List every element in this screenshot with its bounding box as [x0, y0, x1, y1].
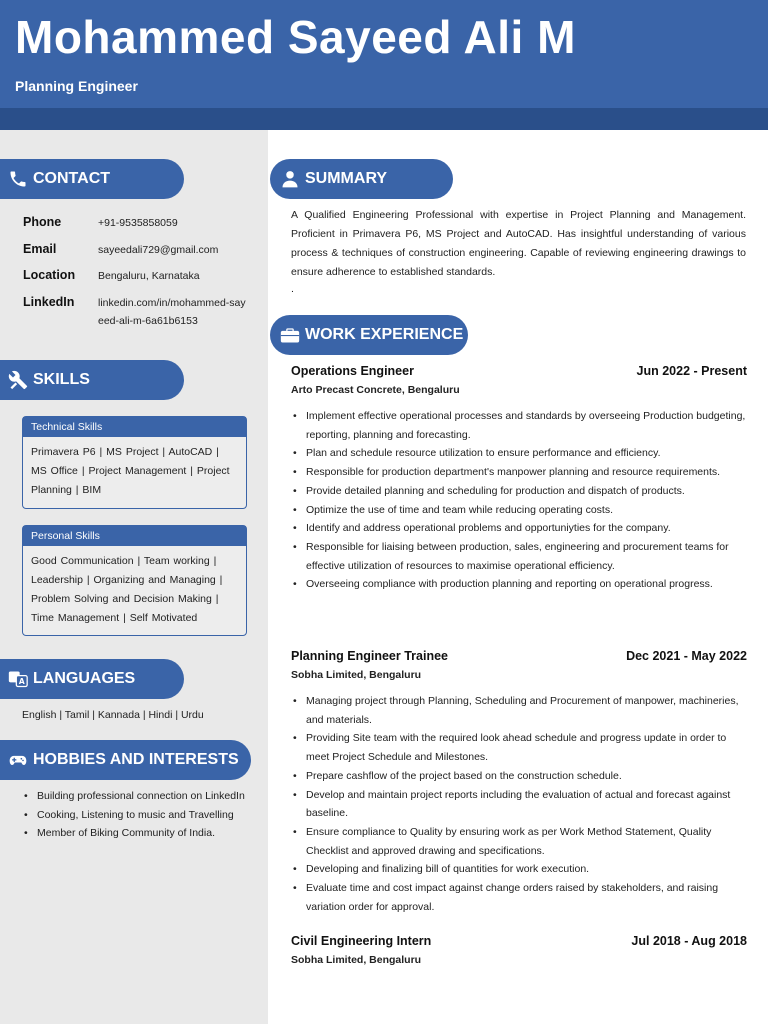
list-item: • Prepare cashflow of the project based on the construction schedule. [291, 767, 746, 786]
briefcase-icon [280, 325, 300, 345]
hobbies-heading [0, 740, 251, 780]
job-date: Dec 2021 - May 2022 [626, 649, 747, 663]
list-item: • Managing project through Planning, Scheduling and Procurement of manpower, machineries, and materials. [291, 692, 746, 729]
list-item: • Cooking, Listening to music and Travelling [22, 806, 247, 825]
candidate-name: Mohammed Sayeed Ali M [15, 11, 576, 63]
hobbies-heading-label: HOBBIES AND INTERESTS [33, 751, 239, 768]
svg-text:A: A [18, 677, 25, 686]
resume-header [0, 0, 768, 108]
list-item: • Member of Biking Community of India. [22, 824, 247, 843]
technical-skills-box [22, 416, 247, 509]
list-item: • Building professional connection on LinkedIn [22, 787, 247, 806]
list-item: • Provide detailed planning and scheduling for production and dispatch of products. [291, 482, 746, 501]
person-icon [280, 169, 300, 189]
languages-list: English | Tamil | Kannada | Hindi | Urdu [22, 709, 204, 721]
list-item: • Identify and address operational problems and opportuniyties for the company. [291, 519, 746, 538]
job-company: Sobha Limited, Bengaluru [291, 669, 422, 681]
personal-skills-text: Good Communication | Team working | Leadership | Organizing and Managing | Problem Solving and Decision Making | Time Management | Self Motivated [31, 555, 223, 624]
technical-skills-text: Primavera P6 | MS Project | AutoCAD | MS Office | Project Management | Project Planning | BIM [31, 446, 230, 496]
job-bullets [291, 407, 746, 594]
job-date: Jun 2022 - Present [636, 364, 747, 378]
languages-heading-label: LANGUAGES [33, 670, 136, 687]
linkedin-value[interactable]: linkedin.com/in/mohammed-sayeed-ali-m-6a61b6153 [98, 297, 246, 327]
job-title: Civil Engineering Intern [291, 934, 432, 948]
list-item: • Developing and finalizing bill of quantities for work execution. [291, 860, 746, 879]
technical-skills-title: Technical Skills [23, 417, 246, 437]
list-item: • Providing Site team with the required look ahead schedule and progress update in order to meet Project Schedule and Milestones. [291, 729, 746, 766]
phone-icon [8, 169, 28, 189]
header-band [0, 108, 768, 130]
list-item: • Overseeing compliance with production planning and reporting on operational progress. [291, 575, 746, 594]
job-title: Planning Engineer Trainee [291, 649, 448, 663]
tools-icon [8, 370, 28, 390]
experience-heading [270, 315, 468, 355]
summary-trailing: . [291, 283, 294, 295]
list-item: • Plan and schedule resource utilization to ensure performance and efficiency. [291, 444, 746, 463]
phone-label: Phone [23, 215, 62, 229]
translate-icon [8, 669, 28, 689]
experience-heading-label: WORK EXPERIENCE [305, 326, 464, 343]
phone-value[interactable]: +91-9535858059 [98, 217, 178, 229]
job-company: Arto Precast Concrete, Bengaluru [291, 384, 460, 396]
list-item: • Optimize the use of time and team while reducing operating costs. [291, 501, 746, 520]
location-value: Bengaluru, Karnataka [98, 270, 200, 282]
summary-heading [270, 159, 453, 199]
job-bullets [291, 692, 746, 916]
summary-heading-label: SUMMARY [305, 170, 388, 187]
gamepad-icon [8, 750, 28, 770]
email-label: Email [23, 242, 57, 256]
list-item: • Evaluate time and cost impact against change orders raised by stakeholders, and raising variation order for approval. [291, 879, 746, 916]
languages-heading [0, 659, 184, 699]
personal-skills-box [22, 525, 247, 636]
list-item: • Responsible for liaising between production, sales, engineering and procurement teams for effective utilization of resources to maximise operational efficiency. [291, 538, 746, 575]
contact-heading-label: CONTACT [33, 170, 111, 187]
list-item: • Ensure compliance to Quality by ensuring work as per Work Method Statement, Quality Checklist and approved drawing and specifications. [291, 823, 746, 860]
personal-skills-title: Personal Skills [23, 526, 246, 546]
contact-heading [0, 159, 184, 199]
email-value[interactable]: sayeedali729@gmail.com [98, 244, 219, 256]
list-item: • Implement effective operational processes and standards by overseeing Production budgeting, reporting, planning and forecasting. [291, 407, 746, 444]
hobbies-list [22, 787, 247, 843]
list-item: • Develop and maintain project reports including the evaluation of actual and forecast against baseline. [291, 786, 746, 823]
candidate-role: Planning Engineer [15, 78, 138, 94]
job-date: Jul 2018 - Aug 2018 [631, 934, 747, 948]
summary-text: A Qualified Engineering Professional with expertise in Project Planning and Management. Proficient in Primavera P6, MS Project and AutoCAD. Has insightful understanding of various process & techniques of construction engineering. Capable of reviewing engineering drawings to ensure adherence to established standards. [291, 209, 746, 278]
list-item: • Responsible for production department's manpower planning and resource requirements. [291, 463, 746, 482]
skills-heading [0, 360, 184, 400]
job-title: Operations Engineer [291, 364, 414, 378]
location-label: Location [23, 268, 76, 282]
job-company: Sobha Limited, Bengaluru [291, 954, 422, 966]
linkedin-label: LinkedIn [23, 295, 75, 309]
skills-heading-label: SKILLS [33, 371, 90, 388]
